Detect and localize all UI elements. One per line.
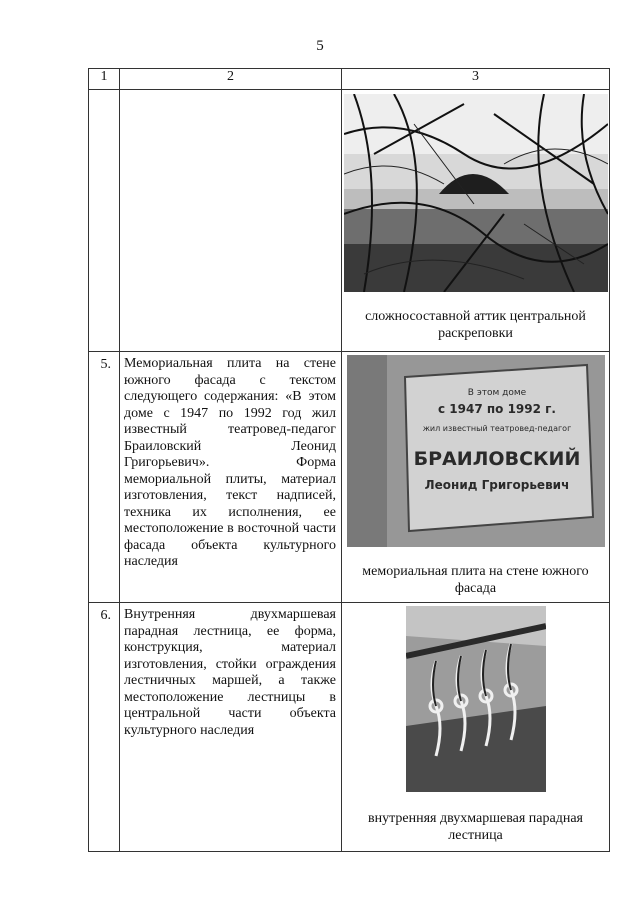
table-row [89, 90, 610, 352]
staircase-photo [406, 606, 546, 792]
photo-caption: внутренняя двухмаршевая парадная лестница [368, 811, 583, 843]
plaque-line: жил известный театровед-педагог [422, 424, 571, 433]
plaque-line: Леонид Григорьевич [424, 478, 569, 492]
row-description: Мемориальная плита на стене южного фасада с текстом следующего содержания: «В этом доме с 1947 по 1992 год жил известный театровед-педагог Браиловский Леонид Григорьевич». Форма мемориальной плиты, материал изготовления, текст надписей, техника их исполнения, ее местоположение в восточной части фасада объекта культурного наследия [120, 352, 342, 603]
plaque-line: БРАИЛОВСКИЙ [413, 448, 580, 470]
plaque-line: с 1947 по 1992 г. [437, 402, 556, 416]
row-description [120, 90, 342, 352]
table-row [89, 603, 610, 852]
photo-cell [342, 90, 610, 352]
photo-caption: мемориальная плита на стене южного фасада [362, 564, 589, 596]
table-row [89, 352, 610, 603]
photo-cell [342, 603, 610, 852]
plaque-line: В этом доме [467, 388, 526, 398]
column-header-1: 1 [89, 69, 120, 90]
page-number: 5 [316, 38, 324, 54]
photo-cell [342, 352, 610, 603]
column-header-3: 3 [342, 69, 610, 90]
table-header-row [89, 69, 610, 90]
plaque-photo [347, 355, 605, 547]
row-number [89, 90, 120, 352]
row-description: Внутренняя двухмаршевая парадная лестница, ее форма, конструкция, материал изготовления, стойки ограждения лестничных маршей, а также местоположение лестницы в центральной части объекта культурного наследия [120, 603, 342, 852]
heritage-table [88, 68, 610, 852]
photo-caption: сложносоставной аттик центральной раскреповки [365, 309, 586, 341]
attic-photo [344, 94, 608, 292]
column-header-2: 2 [120, 69, 342, 90]
row-number: 5. [89, 352, 120, 603]
row-number: 6. [89, 603, 120, 852]
